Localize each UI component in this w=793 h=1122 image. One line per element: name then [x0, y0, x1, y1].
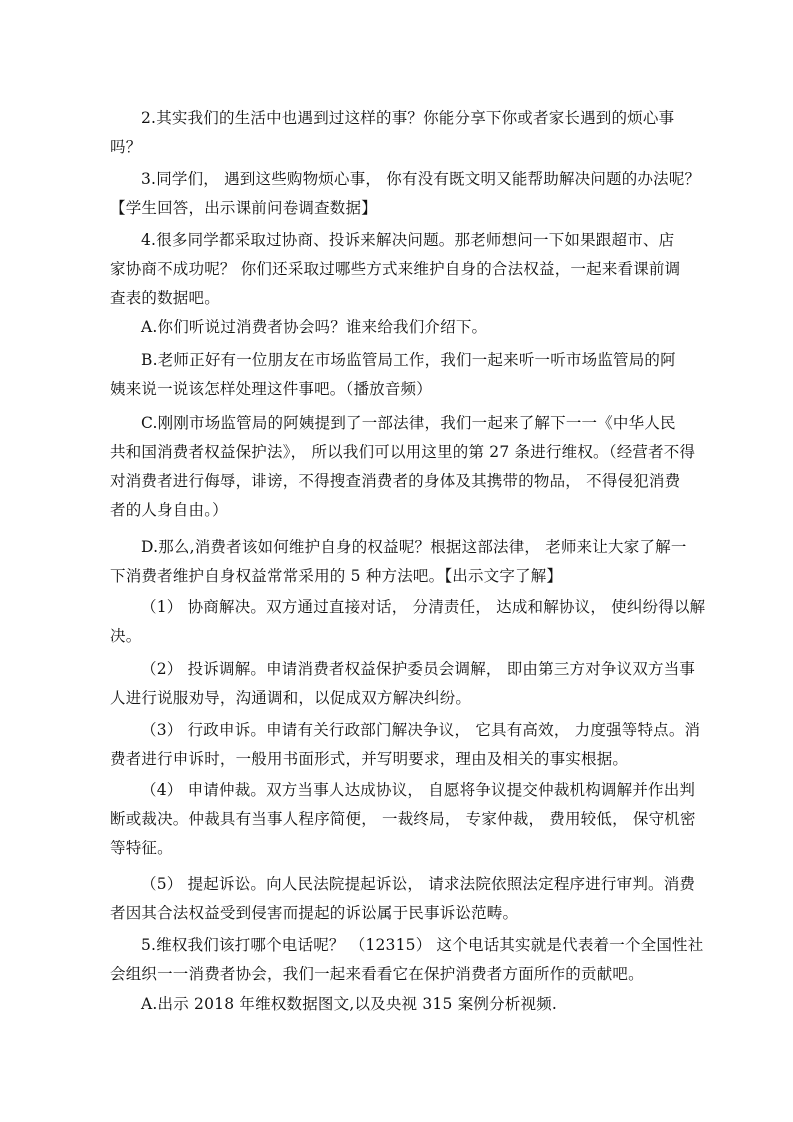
- paragraph-method-1: [110, 593, 706, 651]
- paragraph-method-3: [110, 716, 701, 774]
- text-line: （5） 提起诉讼。向人民法院提起诉讼， 请求法院依照法定程序进行审判。消费: [141, 875, 696, 893]
- paragraph-item-a-2: [110, 990, 690, 1019]
- text-line: 吗？: [110, 138, 142, 156]
- text-line: 4.很多同学都采取过协商、投诉来解决问题。那老师想问一下如果跟超市、店: [141, 231, 675, 249]
- paragraph-question-5: [110, 931, 704, 989]
- text-line: 会组织一一消费者协会，我们一起来看看它在保护消费者方面所作的贡献吧。: [110, 965, 644, 983]
- text-line: D.那么,消费者该如何维护自身的权益呢？根据这部法律， 老师来让大家了解一: [141, 538, 687, 556]
- text-line: （4） 申请仲裁。双方当事人达成协议， 自愿将争议提交仲裁机构调解并作出判: [141, 781, 696, 799]
- paragraph-item-b: [110, 346, 690, 404]
- text-line: 对消费者进行侮辱，诽谤，不得搜查消费者的身体及其携带的物品， 不得侵犯消费: [110, 472, 681, 490]
- text-line: 等特征。: [110, 839, 173, 857]
- text-line: 家协商不成功呢？ 你们还采取过哪些方式来维护自身的合法权益，一起来看课前调: [110, 260, 681, 278]
- text-line: 者因其合法权益受到侵害而提起的诉讼属于民事诉讼范畴。: [110, 904, 519, 922]
- paragraph-question-3: [110, 165, 701, 223]
- text-line: 共和国消费者权益保护法》， 所以我们可以用这里的第 27 条进行维权。（经营者不得: [110, 443, 696, 461]
- paragraph-question-4: [110, 226, 690, 313]
- text-line: 决。: [110, 627, 142, 645]
- text-line: C.刚刚市场监管局的阿姨提到了一部法律，我们一起来了解下一一《中华人民: [141, 414, 676, 432]
- paragraph-method-4: [110, 776, 696, 863]
- paragraph-method-5: [110, 870, 696, 928]
- text-line: 5.维权我们该打哪个电话呢？ （12315） 这个电话其实就是代表着一个全国性社: [141, 936, 704, 954]
- text-line: 2.其实我们的生活中也遇到过这样的事？你能分享下你或者家长遇到的烦心事: [141, 109, 675, 127]
- text-line: 者的人身自由。）: [110, 501, 228, 519]
- text-line: A.你们听说过消费者协会吗？谁来给我们介绍下。: [141, 318, 488, 336]
- text-line: B.老师正好有一位朋友在市场监管局工作，我们一起来听一听市场监管局的阿: [141, 351, 676, 369]
- paragraph-item-c: [110, 409, 696, 525]
- paragraph-item-d: [110, 533, 690, 591]
- text-line: 下消费者维护自身权益常常采用的 5 种方法吧。【出示文字了解】: [110, 567, 563, 585]
- text-line: 费者进行申诉时，一般用书面形式，并写明要求，理由及相关的事实根据。: [110, 750, 629, 768]
- text-line: 姨来说一说该怎样处理这件事吧。（播放音频）: [110, 380, 432, 398]
- text-line: 【学生回答，出示课前问卷调查数据】: [110, 199, 377, 217]
- paragraph-method-2: [110, 655, 696, 713]
- paragraph-item-a: [110, 313, 690, 342]
- text-line: （1） 协商解决。双方通过直接对话， 分清责任， 达成和解协议， 使纠纷得以解: [141, 598, 706, 616]
- text-line: 断或裁决。仲裁具有当事人程序简便， 一裁终局， 专家仲裁， 费用较低， 保守机密: [110, 810, 696, 828]
- text-line: 查表的数据吧。: [110, 289, 220, 307]
- text-line: 人进行说服劝导，沟通调和，以促成双方解决纠纷。: [110, 689, 472, 707]
- paragraph-question-2: [110, 104, 690, 162]
- text-line: 3.同学们， 遇到这些购物烦心事， 你有没有既文明又能帮助解决问题的办法呢？: [141, 170, 701, 188]
- text-line: A.出示 2018 年维权数据图文,以及央视 315 案例分析视频.: [141, 995, 558, 1013]
- text-line: （3） 行政申诉。申请有关行政部门解决争议， 它具有高效， 力度强等特点。消: [141, 721, 701, 739]
- text-line: （2） 投诉调解。申请消费者权益保护委员会调解， 即由第三方对争议双方当事: [141, 660, 696, 678]
